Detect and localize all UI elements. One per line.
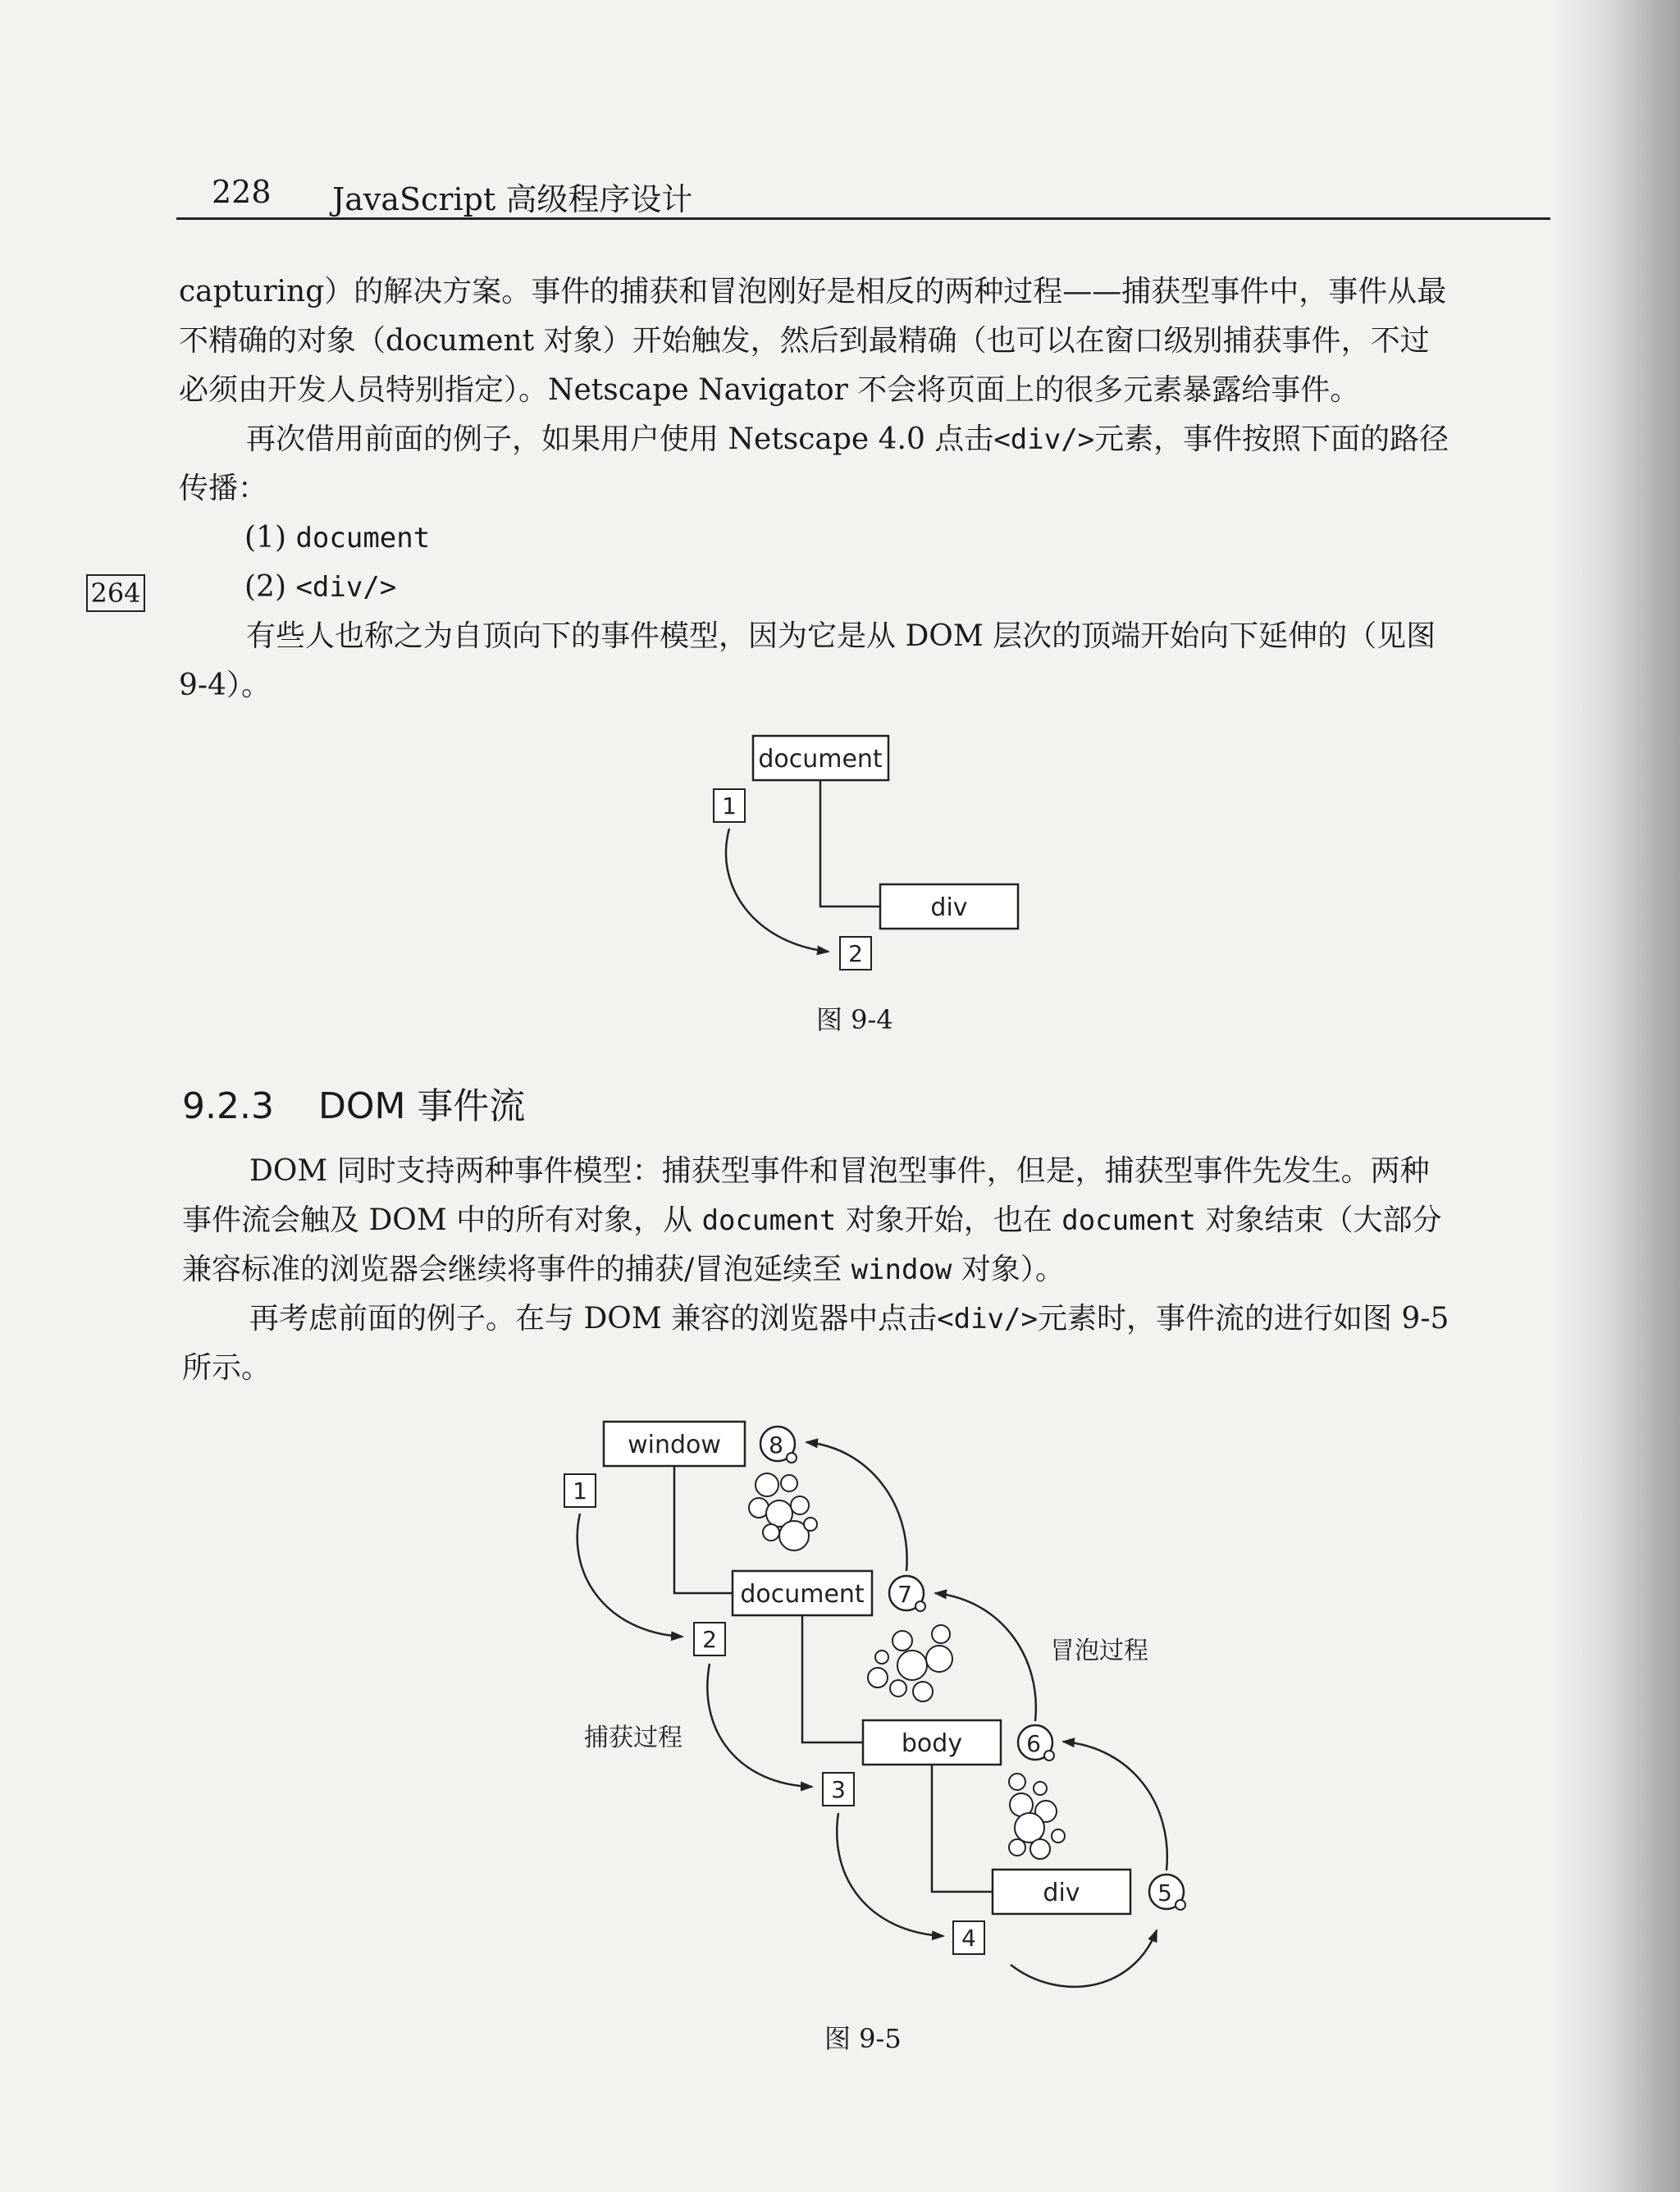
bubble-step-number-5: 5 (1157, 1879, 1172, 1907)
text-line: 传播： (179, 472, 268, 505)
figure-9-5-caption: 图 9-5 (824, 2023, 902, 2054)
body-node-label: body (901, 1729, 963, 1758)
code-document: document (1061, 1204, 1196, 1237)
capture-arrow-2-3 (707, 1664, 812, 1787)
bubble-step-number-8: 8 (769, 1432, 783, 1459)
bubble-process-label: 冒泡过程 (1050, 1637, 1148, 1665)
text-line: 必须由开发人员特别指定）。Netscape Navigator 不会将页面上的很多元素暴露给事件。 (179, 373, 1360, 407)
bubble-cluster-1 (749, 1473, 817, 1550)
bubble-cluster-2 (868, 1625, 952, 1701)
capture-process-label: 捕获过程 (584, 1724, 682, 1752)
text-span: 元素，事件按照下面的路径 (1094, 422, 1449, 456)
bubble-arrow-4-5 (1011, 1930, 1157, 1987)
bubble-arrow-7-8 (806, 1442, 907, 1571)
text-span: 对象结束（大部分 (1196, 1203, 1442, 1237)
hierarchy-line-document-body (802, 1614, 863, 1742)
bubble-step-number-7: 7 (897, 1581, 912, 1608)
book-title: JavaScript 高级程序设计 (332, 181, 693, 217)
text-span: 元素时，事件流的进行如图 9-5 (1037, 1302, 1449, 1336)
bubble-step-number-6: 6 (1026, 1730, 1041, 1757)
list-code: document (295, 522, 431, 555)
text-span: DOM 同时支持两种事件模型：捕获型事件和冒泡型事件，但是，捕获型事件先发生。两种 (249, 1154, 1430, 1188)
text-span: 再次借用前面的例子，如果用户使用 Netscape 4.0 点击 (246, 422, 994, 456)
hierarchy-line-window-document (674, 1467, 733, 1593)
hierarchy-line-body-div (932, 1765, 993, 1892)
text-span: 再考虑前面的例子。在与 DOM 兼容的浏览器中点击 (249, 1302, 938, 1336)
text-span: 对象开始，也在 (836, 1203, 1062, 1237)
capture-step-number-1: 1 (573, 1477, 587, 1505)
text-line: 9-4）。 (179, 669, 271, 702)
text-span: 兼容标准的浏览器会继续将事件的捕获/冒泡延续至 (182, 1253, 851, 1286)
bubble-cluster-3 (1009, 1774, 1065, 1859)
step-number-1: 1 (722, 792, 737, 820)
bubble-tails (787, 1453, 1185, 1910)
text-span: 对象）。 (952, 1253, 1065, 1286)
section-number: 9.2.3 (182, 1085, 274, 1127)
list-number: (2) (244, 570, 286, 604)
capture-step-number-2: 2 (702, 1626, 717, 1653)
capture-arrow-1-2 (578, 1514, 682, 1637)
text-line: 不精确的对象（document 对象）开始触发，然后到最精确（也可以在窗口级别捕获事件，不过 (179, 324, 1430, 358)
div-node-label: div (930, 893, 968, 922)
document-node-label: document (740, 1580, 865, 1609)
text-span: 事件流会触及 DOM 中的所有对象，从 (182, 1203, 702, 1237)
list-code: <div/> (295, 571, 397, 604)
document-node-label: document (758, 745, 883, 774)
bubble-arrow-5-6 (1063, 1742, 1167, 1870)
section-title-text: DOM 事件流 (317, 1085, 526, 1127)
text-line: capturing）的解决方案。事件的捕获和冒泡刚好是相反的两种过程——捕获型事件中，事件从最 (179, 275, 1447, 308)
code-document: document (701, 1204, 837, 1237)
capture-step-number-3: 3 (831, 1776, 846, 1803)
list-number: (1) (244, 521, 286, 555)
figure-9-4-caption: 图 9-4 (816, 1004, 893, 1035)
capture-step-number-4: 4 (961, 1925, 976, 1952)
margin-page-reference: 264 (86, 574, 145, 612)
code-window: window (851, 1254, 952, 1286)
div-node-label: div (1043, 1879, 1080, 1907)
code-div: <div/> (993, 423, 1095, 456)
window-node-label: window (628, 1431, 721, 1459)
page-number: 228 (212, 174, 272, 210)
step-number-2: 2 (848, 940, 863, 967)
capture-arrow-3-4 (837, 1813, 943, 1936)
text-line: 所示。 (182, 1351, 272, 1385)
code-div: <div/> (937, 1303, 1038, 1336)
text-span: 有些人也称之为自顶向下的事件模型，因为它是从 DOM 层次的顶端开始向下延伸的（见图 (246, 619, 1436, 653)
